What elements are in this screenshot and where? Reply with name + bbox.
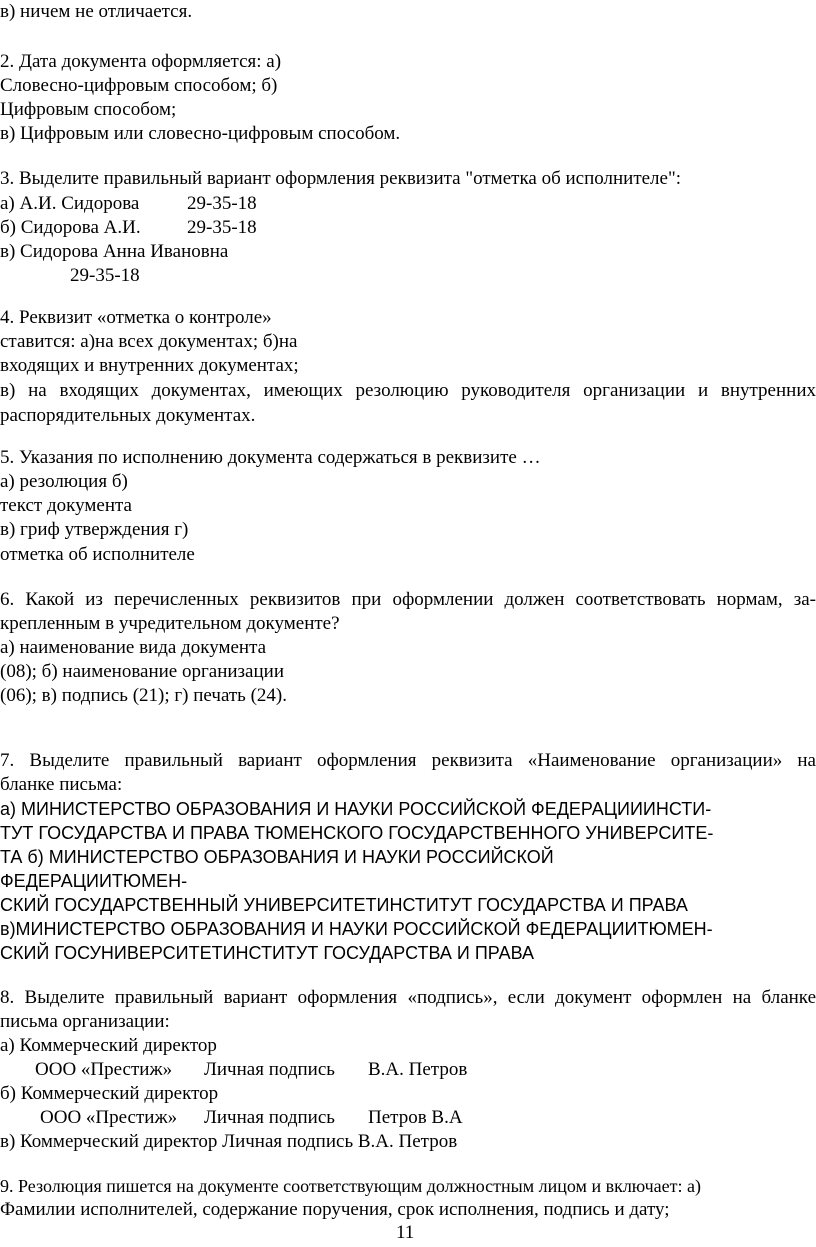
q7-line-4: ТУТ ГОСУДАРСТВА И ПРАВА ТЮМЕНСКОГО ГОСУДАРСТВЕННОГО УНИВЕРСИТЕ- [0, 823, 714, 843]
q7-line-5: ТА б) МИНИСТЕРСТВО ОБРАЗОВАНИЯ И НАУКИ РОССИЙСКОЙ [0, 847, 554, 867]
q8-option-b-name: Петров В.А [368, 1107, 463, 1128]
q8-option-b-sign: Личная подпись [204, 1107, 335, 1128]
q8-option-a-sign: Личная подпись [204, 1059, 335, 1080]
q2-line-3: Цифровым способом; [0, 99, 177, 120]
q6-line-3: а) наименование вида документа [0, 637, 267, 658]
q4-line-3: входящих и внутренних документах; [0, 355, 299, 376]
q7-line-2: бланке письма: [0, 774, 123, 795]
q4-line-5: распорядительных документах. [0, 405, 256, 426]
q3-line-1: 3. Выделите правильный вариант оформления реквизита "отметка об исполнителе": [0, 168, 682, 189]
q5-line-3: текст документа [0, 495, 132, 516]
q7-line-1: 7. Выделите правильный вариант оформления реквизита «Наименование организации» на [0, 750, 816, 771]
q7-line-3: а) МИНИСТЕРСТВО ОБРАЗОВАНИЯ И НАУКИ РОССИЙСКОЙ ФЕДЕРАЦИИИНСТИ- [0, 799, 712, 819]
page-number: 11 [396, 1222, 415, 1243]
q8-line-2: письма организации: [0, 1011, 170, 1032]
q2-line-1: 2. Дата документа оформляется: а) [0, 51, 282, 72]
q4-line-1: 4. Реквизит «отметка о контроле» [0, 307, 272, 328]
q8-line-1: 8. Выделите правильный вариант оформления «подпись», если документ оформлен на бланке [0, 987, 816, 1008]
q8-option-a-title: а) Коммерческий директор [0, 1035, 217, 1056]
q3-option-c-phone: 29-35-18 [70, 265, 140, 286]
q5-line-5: отметка об исполнителе [0, 544, 195, 565]
q3-option-a-phone: 29-35-18 [187, 193, 257, 214]
q7-line-6: ФЕДЕРАЦИИТЮМЕН- [0, 871, 188, 891]
q8-option-a-org: ООО «Престиж» [35, 1059, 173, 1080]
q9-line-2: Фамилии исполнителей, содержание поручения, срок исполнения, подпись и дату; [0, 1199, 670, 1220]
q5-line-1: 5. Указания по исполнению документа содержаться в реквизите … [0, 447, 541, 468]
q6-line-2: крепленным в учредительном документе? [0, 613, 340, 634]
q8-option-c: в) Коммерческий директор Личная подпись В.А. Петров [0, 1131, 458, 1152]
q5-line-4: в) гриф утверждения г) [0, 519, 189, 540]
q8-option-b-org: ООО «Престиж» [40, 1107, 178, 1128]
q8-option-b-title: б) Коммерческий директор [0, 1083, 219, 1104]
q6-line-5: (06); в) подпись (21); г) печать (24). [0, 685, 288, 706]
q6-line-4: (08); б) наименование организации [0, 661, 284, 682]
q7-line-7: СКИЙ ГОСУДАРСТВЕННЫЙ УНИВЕРСИТЕТИНСТИТУТ ГОСУДАРСТВА И ПРАВА [0, 895, 688, 915]
q7-line-8: в)МИНИСТЕРСТВО ОБРАЗОВАНИЯ И НАУКИ РОССИЙСКОЙ ФЕДЕРАЦИИТЮМЕН- [0, 919, 713, 939]
q2-line-2: Словесно-цифровым способом; б) [0, 75, 278, 96]
q7-line-9: СКИЙ ГОСУНИВЕРСИТЕТИНСТИТУТ ГОСУДАРСТВА И ПРАВА [0, 943, 534, 963]
q4-line-2: ставится: а)на всех документах; б)на [0, 331, 298, 352]
q3-option-b-phone: 29-35-18 [187, 217, 257, 238]
q5-line-2: а) резолюция б) [0, 471, 128, 492]
q3-option-b-name: б) Сидорова А.И. [0, 217, 141, 238]
q1-option-v: в) ничем не отличается. [0, 1, 193, 22]
q3-option-c-name: в) Сидорова Анна Ивановна [0, 241, 229, 262]
q3-option-a-name: а) А.И. Сидорова [0, 193, 140, 214]
q4-line-4: в) на входящих документах, имеющих резолюцию руководителя организации и внутренних [0, 380, 816, 401]
q9-line-1: 9. Резолюция пишется на документе соответствующим должностным лицом и включает: а) [0, 1176, 701, 1196]
q8-option-a-name: В.А. Петров [368, 1059, 468, 1080]
q2-line-4: в) Цифровым или словесно-цифровым способом. [0, 123, 401, 144]
q6-line-1: 6. Какой из перечисленных реквизитов при оформлении должен соответствовать нормам, за- [0, 589, 816, 610]
